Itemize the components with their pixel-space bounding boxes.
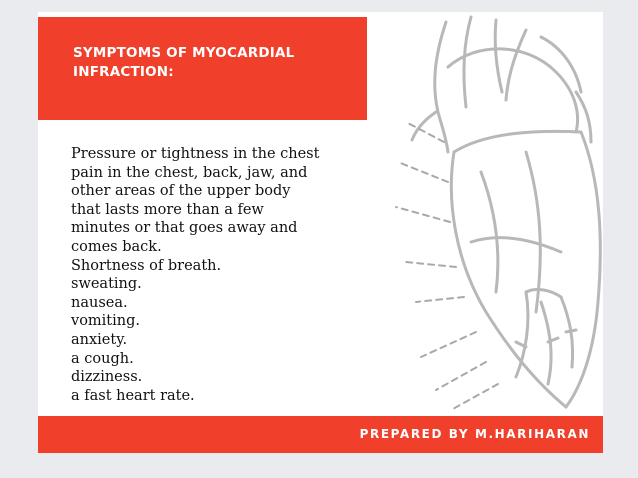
symptom-line: sweating. [71,276,142,293]
symptom-line: vomiting. [71,313,141,330]
footer-banner [38,416,603,453]
anatomical-heart-icon [376,12,603,416]
symptom-line: Shortness of breath. [71,257,222,274]
symptom-line: a cough. [71,350,134,367]
symptom-line: Pressure or tightness in the chest [71,146,320,162]
symptom-line: other areas of the upper body [71,183,291,200]
symptom-line: minutes or that goes away and [71,220,298,237]
symptom-line: nausea. [71,294,128,311]
symptom-line: a fast heart rate. [71,387,195,404]
infographic-card [38,12,603,453]
symptom-line: dizziness. [71,369,143,386]
symptom-list [71,145,371,405]
page-title: SYMPTOMS OF MYOCARDIAL INFRACTION: [73,45,295,80]
symptom-line: pain in the chest, back, jaw, and [71,164,308,181]
symptom-line: anxiety. [71,331,128,348]
author-credit: PREPARED BY M.HARIHARAN [359,427,590,441]
symptom-line: comes back. [71,238,162,255]
title-banner [38,17,367,120]
symptom-line: that lasts more than a few [71,201,264,218]
